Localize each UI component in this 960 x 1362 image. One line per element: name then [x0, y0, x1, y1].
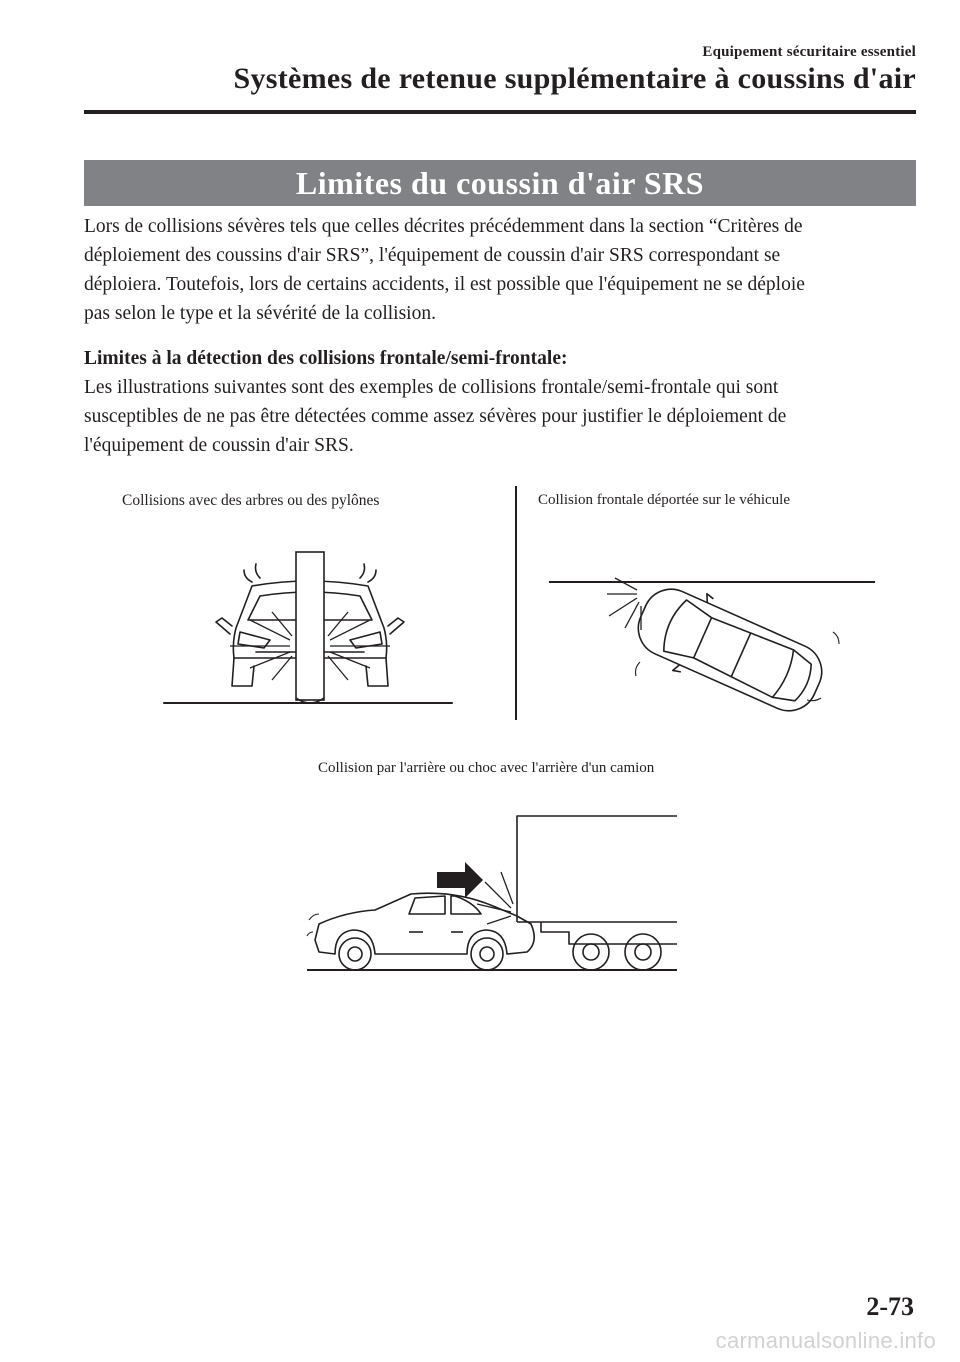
offset-figure-caption: Collision frontale déportée sur le véhicule [538, 492, 791, 508]
truck-collision-illustration [305, 812, 685, 977]
frontal-line: susceptibles de ne pas être détectées comme assez sévères pour justifier le déploiement de [84, 406, 787, 427]
intro-line: déploiera. Toutefois, lors de certains accidents, il est possible que l'équipement ne se déploie [84, 274, 805, 295]
figure-divider [515, 486, 517, 720]
frontal-limits-paragraph [84, 344, 920, 460]
section-title: Limites du coussin d'air SRS [295, 164, 705, 201]
frontal-line: Les illustrations suivantes sont des exemples de collisions frontale/semi-frontale qui sont [84, 377, 779, 398]
page-number: 2-73 [866, 1292, 914, 1321]
pole-collision-illustration [160, 548, 460, 713]
truck-figure-caption: Collision par l'arrière ou choc avec l'arrière d'un camion [318, 760, 655, 776]
intro-line: déploiement des coussins d'air SRS”, l'équipement de coussin d'air SRS correspondant se [84, 245, 781, 266]
section-banner [84, 160, 916, 206]
frontal-line: l'équipement de coussin d'air SRS. [84, 435, 354, 456]
intro-paragraph [84, 212, 920, 328]
header-rule [84, 110, 916, 114]
pole-figure-caption: Collisions avec des arbres ou des pylônes [122, 492, 380, 509]
watermark: carmanualsonline.info [715, 1328, 936, 1353]
intro-line: Lors de collisions sévères tels que celles décrites précédemment dans la section “Critères de [84, 216, 803, 237]
intro-line: pas selon le type et la sévérité de la collision. [84, 303, 436, 324]
offset-collision-illustration [545, 572, 880, 717]
running-header-subtitle: Equipement sécuritaire essentiel [702, 44, 916, 60]
frontal-limits-heading: Limites à la détection des collisions frontale/semi-frontale: [84, 348, 568, 369]
running-header-title: Systèmes de retenue supplémentaire à coussins d'air [233, 62, 916, 95]
